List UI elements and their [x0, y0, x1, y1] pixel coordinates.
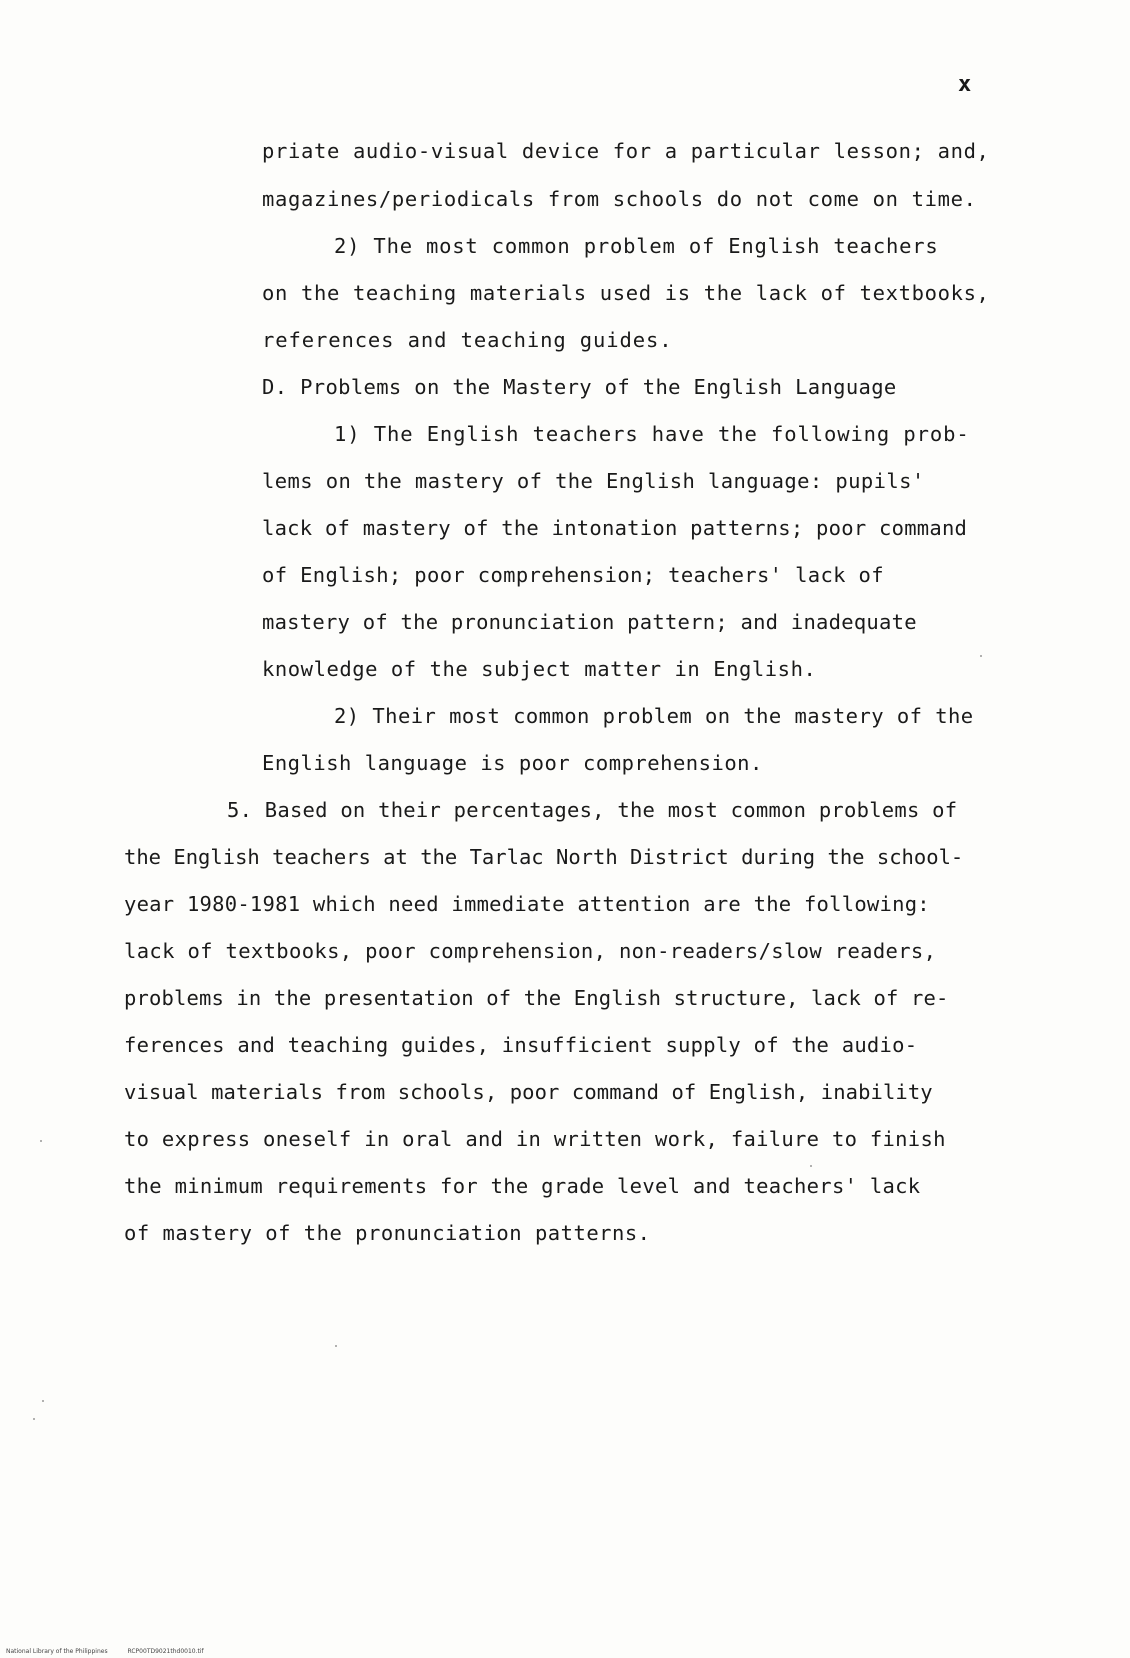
text-line: to express oneself in oral and in written work, failure to finish	[124, 1127, 946, 1151]
text-line: lems on the mastery of the English language: pupils'	[262, 469, 925, 493]
text-line: of English; poor comprehension; teachers' lack of	[262, 563, 884, 587]
text-line: the English teachers at the Tarlac North District during the school-	[124, 845, 964, 869]
text-line: ferences and teaching guides, insufficient supply of the audio-	[124, 1033, 918, 1057]
text-line: knowledge of the subject matter in English.	[262, 657, 817, 681]
scan-speck	[40, 1140, 42, 1142]
text-line: the minimum requirements for the grade level and teachers' lack	[124, 1174, 921, 1198]
page-number: x	[958, 72, 972, 97]
text-line: mastery of the pronunciation pattern; and inadequate	[262, 610, 917, 634]
text-line: visual materials from schools, poor command of English, inability	[124, 1080, 933, 1104]
text-line: lack of mastery of the intonation patterns; poor command	[262, 516, 968, 540]
text-line: lack of textbooks, poor comprehension, non-readers/slow readers,	[124, 939, 937, 963]
text-line: magazines/periodicals from schools do not come on time.	[262, 187, 977, 211]
text-line: on the teaching materials used is the lack of textbooks,	[262, 281, 990, 305]
section-heading-d: D. Problems on the Mastery of the English Language	[262, 375, 897, 399]
text-line: of mastery of the pronunciation patterns.	[124, 1221, 651, 1245]
text-line: English language is poor comprehension.	[262, 751, 763, 775]
scan-speck	[335, 1345, 337, 1347]
text-line: problems in the presentation of the English structure, lack of re-	[124, 986, 949, 1010]
scan-speck	[810, 1165, 812, 1167]
text-line: 2) Their most common problem on the mastery of the	[334, 704, 974, 728]
text-line: 1) The English teachers have the following prob-	[334, 422, 970, 446]
scan-speck	[42, 1400, 44, 1402]
footer-file: RCP00TD9021thd0010.tif	[127, 1648, 204, 1655]
text-line: 5. Based on their percentages, the most common problems of	[227, 798, 958, 822]
text-line: priate audio-visual device for a particular lesson; and,	[262, 139, 990, 163]
text-line: year 1980-1981 which need immediate attention are the following:	[124, 892, 930, 916]
text-line: 2) The most common problem of English teachers	[334, 234, 939, 258]
scan-footer	[6, 1648, 222, 1655]
scan-speck	[33, 1418, 35, 1420]
text-line: references and teaching guides.	[262, 328, 673, 352]
scan-speck	[980, 655, 982, 657]
footer-library: National Library of the Philippines	[6, 1648, 108, 1655]
